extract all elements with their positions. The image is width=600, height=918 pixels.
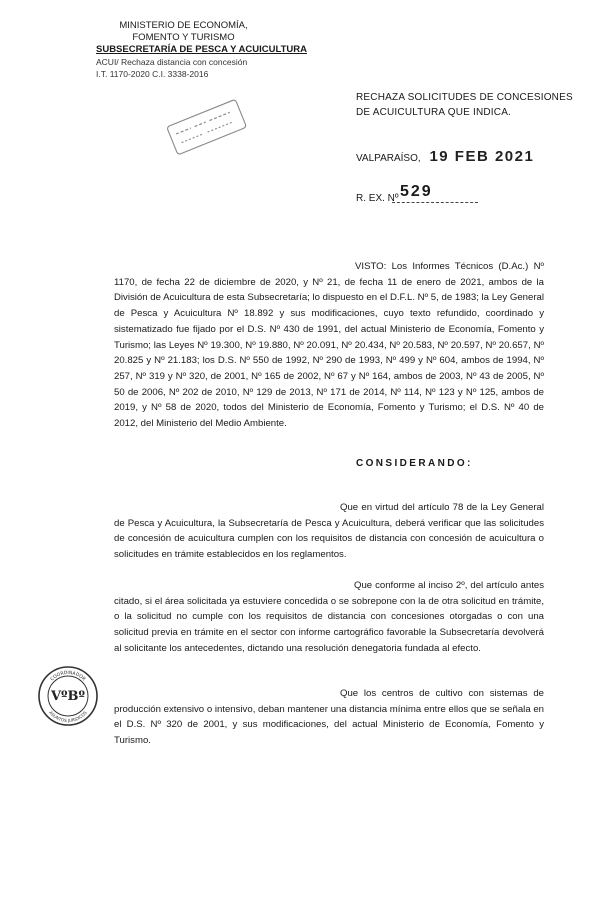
ministry-name: MINISTERIO DE ECONOMÍA,: [119, 20, 248, 31]
vobo-ring-bottom: ASUNTOS JURIDICOS: [48, 710, 88, 724]
considerando-paragraph-3: Que los centros de cultivo con sistemas de producción extensivo o intensivo, deban mantener una distancia mínima entre ellos que se señala en el D.S. Nº 320 de 2001, y sus modificaciones, del actual Ministerio de Economía, Fomento y Turismo.: [114, 688, 544, 747]
reference-line-1: ACUI/ Rechaza distancia con concesión: [96, 57, 248, 67]
vobo-seal-text: VºBº: [50, 689, 86, 704]
resolution-number-value: 529: [400, 183, 433, 200]
vobo-seal: [36, 664, 100, 728]
visto-paragraph: VISTO: Los Informes Técnicos (D.Ac.) Nº 1170, de fecha 22 de diciembre de 2020, y Nº 21, de fecha 11 de enero de 2021, ambos de la División de Acuicultura de esta Subsecretaría; lo dispuesto en el D.F.L. Nº 5, de 1983; la Ley General de Pesca y Acuicultura Nº 18.892 y sus modificaciones, cuyo texto refundido, coordinado y sistematizado fue fijado por el D.S. Nº 430 de 1991, del actual Ministerio de Economía, Fomento y Turismo; las Leyes Nº 19.300, Nº 19.880, Nº 20.091, Nº 20.434, Nº 20.583, Nº 20.597, Nº 20.657, Nº 20.825 y Nº 21.183; los D.S. Nº 550 de 1992, Nº 290 de 1993, Nº 499 y Nº 604, ambos de 1994, Nº 257, Nº 319 y Nº 320, de 2001, Nº 165 de 2002, Nº 67 y Nº 164, ambos de 2003, Nº 43 de 2005, Nº 50 de 2006, Nº 202 de 2010, Nº 129 de 2013, Nº 171 de 2014, Nº 114, Nº 123 y Nº 125, ambos de 2019, y Nº 58 de 2020, todos del Ministerio de Economía, Fomento y Turismo; el D.S. Nº 40 de 2012, del Ministerio del Medio Ambiente.: [114, 261, 544, 430]
resolution-label: R. EX. Nº: [356, 193, 399, 204]
date-line: [356, 148, 596, 165]
vobo-ring-top: COORDINADOR: [49, 670, 87, 683]
subject-line-1: RECHAZA SOLICITUDES DE CONCESIONES: [356, 92, 573, 103]
subsecretaria-name: SUBSECRETARÍA DE PESCA Y ACUICULTURA: [96, 44, 307, 55]
stamped-date: 19 FEB 2021: [429, 148, 535, 165]
reference-line-2: I.T. 1170-2020 C.I. 3338-2016: [96, 69, 209, 79]
resolution-subject: [356, 90, 586, 120]
subject-line-2: DE ACUICULTURA QUE INDICA.: [356, 107, 512, 118]
considerando-heading: CONSIDERANDO:: [356, 458, 473, 469]
considerando-paragraph-2: Que conforme al inciso 2º, del artículo antes citado, si el área solicitada ya estuviere concedida o se sobrepone con la de otra solicitud en trámite, o la solicitud no cumple con los requisitos de distancia con concesiones otorgadas o con una solicitud previa en trámite en el sector con informe cartográfico favorable la Subsecretaría devolverá al solicitante los antecedentes, dictando una resolución denegatoria fundada al efecto.: [114, 580, 544, 654]
ministry-name-line2: FOMENTO Y TURISMO: [132, 32, 235, 43]
place-name: VALPARAÍSO,: [356, 153, 421, 164]
received-stamp: [162, 98, 252, 158]
resolution-number: [356, 183, 586, 204]
letterhead: [96, 20, 316, 80]
considerando-paragraph-1: Que en virtud del artículo 78 de la Ley General de Pesca y Acuicultura, la Subsecretaría de Pesca y Acuicultura, deberá verificar que las solicitudes de concesión de acuicultura cumplen con los requisitos de distancia con concesión de acuicultura o solicitudes en trámite establecidos en los reglamentos.: [114, 502, 544, 561]
number-underline: [392, 202, 478, 203]
